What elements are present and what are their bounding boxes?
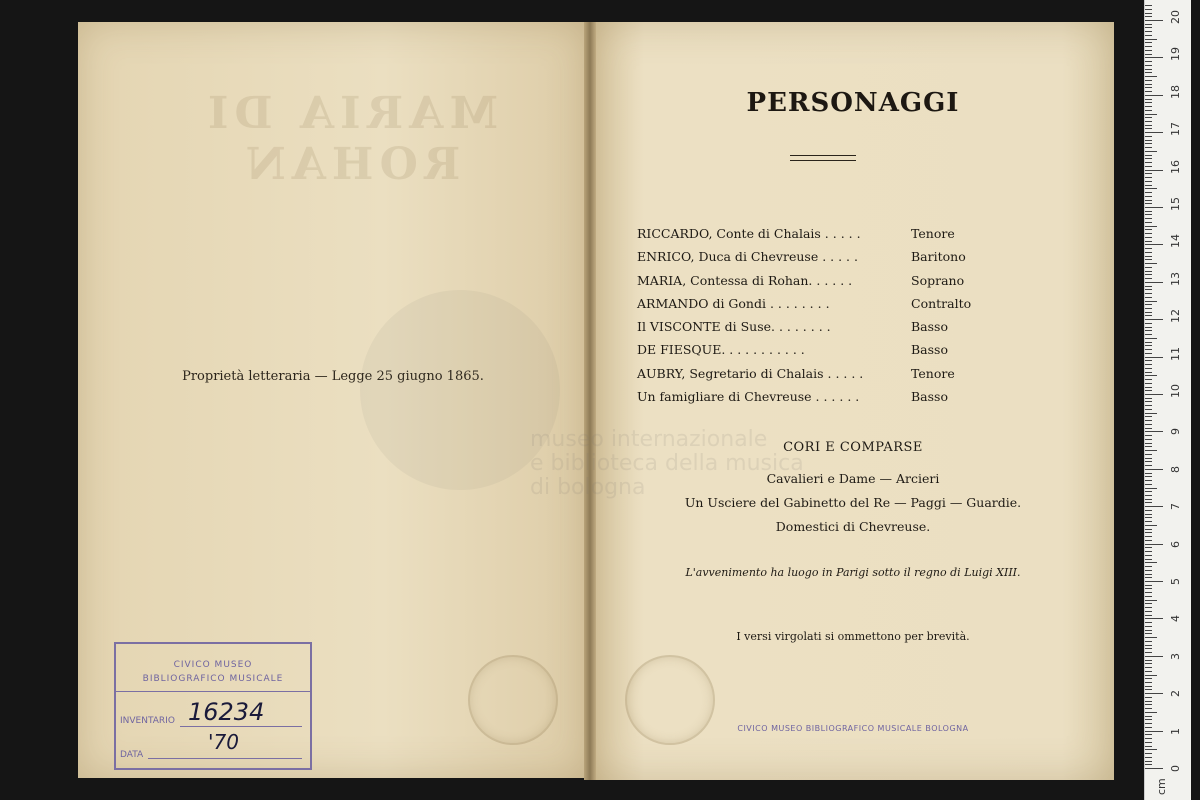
inventory-stamp	[114, 642, 312, 770]
ruler-tick	[1145, 424, 1152, 425]
ruler-tick	[1145, 226, 1157, 227]
ruler-tick	[1145, 435, 1152, 436]
ruler-tick	[1145, 701, 1152, 702]
ruler-tick	[1145, 46, 1152, 47]
ruler-tick	[1145, 181, 1152, 182]
ruler-tick	[1145, 297, 1152, 298]
ruler-tick	[1145, 162, 1152, 163]
ruler-tick	[1145, 409, 1152, 410]
ruler-tick	[1145, 42, 1152, 43]
cast-name: AUBRY, Segretario di Chalais . . . . .	[637, 365, 864, 381]
ruler-tick	[1145, 443, 1152, 444]
ruler-tick	[1145, 405, 1152, 406]
ruler-tick	[1145, 308, 1152, 309]
ruler-tick	[1145, 222, 1152, 223]
ruler-tick	[1145, 357, 1163, 358]
ruler-tick	[1145, 364, 1152, 365]
ruler-tick	[1145, 660, 1152, 661]
cast-row	[637, 342, 997, 365]
ruler-tick	[1145, 117, 1152, 118]
cast-name: ENRICO, Duca di Chevreuse . . . . .	[637, 249, 858, 265]
ruler-tick	[1145, 35, 1152, 36]
ruler-tick	[1145, 334, 1152, 335]
ruler-tick	[1145, 461, 1152, 462]
ruler-tick	[1145, 72, 1152, 73]
ruler-tick	[1145, 675, 1157, 676]
ruler-tick	[1145, 615, 1152, 616]
ruler-tick	[1145, 121, 1152, 122]
cast-row	[637, 319, 997, 342]
ruler-tick	[1145, 428, 1152, 429]
ruler-tick	[1145, 5, 1152, 6]
cast-voice: Baritono	[911, 249, 966, 265]
cast-voice: Soprano	[911, 272, 965, 288]
ruler-tick	[1145, 20, 1163, 21]
ruler-tick	[1145, 495, 1152, 496]
ruler-tick	[1145, 282, 1163, 283]
ruler-tick	[1145, 13, 1152, 14]
ruler-tick	[1145, 693, 1163, 694]
ruler-tick	[1145, 50, 1152, 51]
ruler-tick	[1145, 289, 1152, 290]
ruler-tick	[1145, 114, 1157, 115]
ruler-tick	[1145, 372, 1152, 373]
ruler-tick	[1145, 517, 1152, 518]
ruler-tick	[1145, 319, 1163, 320]
ruler-tick	[1145, 551, 1152, 552]
book-gutter	[584, 22, 596, 780]
ruler-tick	[1145, 697, 1152, 698]
ruler-number: 12	[1169, 309, 1182, 324]
ruler-tick	[1145, 630, 1152, 631]
ruler-tick	[1145, 106, 1152, 107]
ruler-tick	[1145, 761, 1152, 762]
ruler-tick	[1145, 689, 1152, 690]
ruler-tick	[1145, 473, 1152, 474]
ruler-tick	[1145, 54, 1152, 55]
ruler-tick	[1145, 166, 1152, 167]
ruler-tick	[1145, 570, 1152, 571]
ruler-tick	[1145, 712, 1157, 713]
ruler-tick	[1145, 682, 1152, 683]
ruler-tick	[1145, 327, 1152, 328]
ruler-tick	[1145, 95, 1163, 96]
watermark-line-1: museo internazionale	[530, 427, 768, 452]
cast-row	[637, 273, 997, 296]
stamp-line-2: BIBLIOGRAFICO MUSICALE	[142, 674, 284, 684]
ruler-number: 11	[1169, 346, 1182, 361]
cori-line: Domestici di Chevreuse.	[775, 519, 931, 534]
cori-line: Un Usciere del Gabinetto del Re — Paggi — Guardie.	[684, 495, 1022, 510]
ruler-tick	[1145, 588, 1152, 589]
ruler-tick	[1145, 24, 1152, 25]
ruler-tick	[1145, 330, 1152, 331]
ruler-tick	[1145, 431, 1163, 432]
ruler-tick	[1145, 536, 1152, 537]
ruler-tick	[1145, 170, 1163, 171]
cast-row	[637, 296, 997, 319]
cast-row	[637, 249, 997, 272]
ruler-tick	[1145, 233, 1152, 234]
ruler-tick	[1145, 80, 1152, 81]
ruler-tick	[1145, 57, 1163, 58]
ruler-tick	[1145, 252, 1152, 253]
ruler-tick	[1145, 480, 1152, 481]
ruler-tick	[1145, 420, 1152, 421]
ruler-tick	[1145, 585, 1152, 586]
ruler-tick	[1145, 618, 1163, 619]
ruler-tick	[1145, 16, 1152, 17]
cast-name: MARIA, Contessa di Rohan. . . . . .	[637, 272, 853, 288]
museum-stamp: CIVICO MUSEO BIBLIOGRAFICO MUSICALE BOLOGNA	[737, 724, 969, 733]
watermark-line-2: e biblioteca della musica	[530, 451, 804, 476]
stamp-data-label: DATA	[120, 750, 144, 760]
ruler-tick	[1145, 237, 1152, 238]
ruler-tick	[1145, 678, 1152, 679]
ruler-unit: cm	[1155, 778, 1168, 795]
ruler-tick	[1145, 143, 1152, 144]
ruler-tick	[1145, 390, 1152, 391]
cast-voice: Basso	[911, 389, 948, 405]
cast-row	[637, 389, 997, 412]
ruler-tick	[1145, 476, 1152, 477]
ruler-tick	[1145, 637, 1157, 638]
ruler-tick	[1145, 229, 1152, 230]
ruler-number: 14	[1169, 234, 1182, 249]
ruler-tick	[1145, 596, 1152, 597]
ruler-tick	[1145, 555, 1152, 556]
ruler-tick	[1145, 211, 1152, 212]
ruler-tick	[1145, 704, 1152, 705]
ruler-tick	[1145, 416, 1152, 417]
ruler-tick	[1145, 349, 1152, 350]
ruler-tick	[1145, 214, 1152, 215]
ruler-tick	[1145, 525, 1157, 526]
ruler-number: 20	[1169, 10, 1182, 24]
ruler-tick	[1145, 626, 1152, 627]
ruler-tick	[1145, 581, 1163, 582]
ruler-tick	[1145, 734, 1152, 735]
measuring-ruler	[1144, 0, 1191, 800]
embossed-seal	[468, 655, 558, 745]
ruler-tick	[1145, 559, 1152, 560]
ruler-tick	[1145, 394, 1163, 395]
ruler-tick	[1145, 203, 1152, 204]
ruler-tick	[1145, 192, 1152, 193]
ruler-tick	[1145, 323, 1152, 324]
ruler-tick	[1145, 99, 1152, 100]
ruler-tick	[1145, 61, 1152, 62]
ruler-tick	[1145, 177, 1152, 178]
stamp-data-rule	[148, 758, 302, 759]
ruler-tick	[1145, 757, 1152, 758]
cast-name: Un famigliare di Chevreuse . . . . . .	[637, 389, 860, 405]
ruler-tick	[1145, 278, 1152, 279]
ruler-number: 5	[1169, 578, 1182, 585]
ruler-tick	[1145, 65, 1152, 66]
ruler-tick	[1145, 753, 1152, 754]
ruler-tick	[1145, 110, 1152, 111]
cast-row	[637, 366, 997, 389]
ruler-tick	[1145, 91, 1152, 92]
ruler-tick	[1145, 274, 1152, 275]
ruler-tick	[1145, 577, 1152, 578]
stamp-line-1: CIVICO MUSEO	[173, 660, 253, 670]
ruler-tick	[1145, 360, 1152, 361]
ruler-tick	[1145, 69, 1152, 70]
ruler-tick	[1145, 667, 1152, 668]
ruler-tick	[1145, 413, 1157, 414]
ruler-tick	[1145, 600, 1157, 601]
ruler-tick	[1145, 469, 1163, 470]
ruler-tick	[1145, 200, 1152, 201]
page-title: PERSONAGGI	[746, 88, 960, 118]
ruler-tick	[1145, 458, 1152, 459]
ruler-number: 2	[1169, 690, 1182, 698]
ruler-tick	[1145, 521, 1152, 522]
ruler-tick	[1145, 39, 1157, 40]
ruler-tick	[1145, 256, 1152, 257]
ruler-number: 8	[1169, 465, 1182, 473]
cast-name: ARMANDO di Gondi . . . . . . . .	[637, 295, 830, 311]
ruler-tick	[1145, 173, 1152, 174]
ruler-tick	[1145, 499, 1152, 500]
ruler-tick	[1145, 375, 1157, 376]
ruler-tick	[1145, 185, 1152, 186]
ruler-tick	[1145, 574, 1152, 575]
ruler-tick	[1145, 27, 1152, 28]
ruler-tick	[1145, 484, 1152, 485]
cast-list	[637, 226, 997, 412]
ruler-tick	[1145, 529, 1152, 530]
ruler-tick	[1145, 315, 1152, 316]
ruler-tick	[1145, 742, 1152, 743]
ruler-tick	[1145, 648, 1152, 649]
ruler-tick	[1145, 656, 1163, 657]
handwritten-inventory-number: 16234	[188, 698, 265, 726]
ruler-tick	[1145, 218, 1152, 219]
ruler-tick	[1145, 738, 1152, 739]
ruler-tick	[1145, 686, 1152, 687]
ruler-tick	[1145, 263, 1157, 264]
ruler-tick	[1145, 368, 1152, 369]
ruler-tick	[1145, 398, 1152, 399]
ruler-tick	[1145, 147, 1152, 148]
ruler-tick	[1145, 622, 1152, 623]
ruler-tick	[1145, 603, 1152, 604]
ruler-tick	[1145, 188, 1157, 189]
ruler-number: 13	[1169, 271, 1182, 286]
cast-name: Il VISCONTE di Suse. . . . . . . .	[637, 319, 831, 335]
ruler-tick	[1145, 731, 1163, 732]
ruler-tick	[1145, 465, 1152, 466]
ruler-number: 3	[1169, 652, 1182, 660]
ruler-tick	[1145, 641, 1152, 642]
ruler-number: 18	[1169, 84, 1182, 99]
ruler-number: 15	[1169, 197, 1182, 211]
ruler-number: 19	[1169, 47, 1182, 62]
ruler-tick	[1145, 439, 1152, 440]
ruler-tick	[1145, 510, 1152, 511]
ruler-tick	[1145, 491, 1152, 492]
cori-heading: CORI E COMPARSE	[783, 440, 923, 455]
ruler-tick	[1145, 293, 1152, 294]
ruler-number: 0	[1169, 765, 1182, 772]
title-double-rule	[790, 155, 856, 161]
ruler-tick	[1145, 592, 1152, 593]
ruler-tick	[1145, 304, 1152, 305]
ruler-tick	[1145, 727, 1152, 728]
ruler-tick	[1145, 607, 1152, 608]
ruler-tick	[1145, 663, 1152, 664]
bleed-through-title: MARIA DI ROHAN	[201, 88, 499, 190]
ruler-tick	[1145, 708, 1152, 709]
ruler-tick	[1145, 132, 1163, 133]
ruler-tick	[1145, 749, 1157, 750]
ruler-tick	[1145, 9, 1152, 10]
ruler-tick	[1145, 158, 1152, 159]
ruler-tick	[1145, 544, 1163, 545]
ruler-tick	[1145, 345, 1152, 346]
ruler-tick	[1145, 286, 1152, 287]
ruler-tick	[1145, 84, 1152, 85]
ruler-tick	[1145, 267, 1152, 268]
ruler-tick	[1145, 768, 1163, 769]
ruler-tick	[1145, 488, 1157, 489]
ruler-tick	[1145, 446, 1152, 447]
ruler-tick	[1145, 633, 1152, 634]
ruler-number: 4	[1169, 615, 1182, 623]
ruler-tick	[1145, 31, 1152, 32]
ruler-tick	[1145, 566, 1152, 567]
ruler-tick	[1145, 207, 1163, 208]
ruler-tick	[1145, 244, 1163, 245]
ruler-tick	[1145, 140, 1152, 141]
ruler-tick	[1145, 652, 1152, 653]
ruler-tick	[1145, 719, 1152, 720]
ruler-tick	[1145, 764, 1152, 765]
ruler-tick	[1145, 102, 1152, 103]
ruler-tick	[1145, 128, 1152, 129]
ruler-tick	[1145, 383, 1152, 384]
ruler-number: 16	[1169, 159, 1182, 174]
cast-voice: Contralto	[911, 295, 972, 311]
ruler-tick	[1145, 611, 1152, 612]
handwritten-date: '70	[208, 730, 239, 754]
ruler-tick	[1145, 645, 1152, 646]
ruler-tick	[1145, 562, 1157, 563]
ruler-tick	[1145, 502, 1152, 503]
cast-voice: Tenore	[911, 365, 955, 381]
versi-note: I versi virgolati si ommettono per brevità.	[736, 630, 970, 643]
ruler-tick	[1145, 259, 1152, 260]
ruler-tick	[1145, 671, 1152, 672]
ruler-tick	[1145, 379, 1152, 380]
cast-voice: Basso	[911, 342, 948, 358]
watermark-text	[530, 428, 804, 500]
ruler-tick	[1145, 125, 1152, 126]
ruler-tick	[1145, 401, 1152, 402]
ruler-tick	[1145, 353, 1152, 354]
setting-note: L'avvenimento ha luogo in Parigi sotto il regno di Luigi XIII.	[685, 566, 1021, 579]
ruler-tick	[1145, 746, 1152, 747]
ruler-tick	[1145, 87, 1152, 88]
ruler-number: 10	[1169, 384, 1182, 398]
copyright-notice: Proprietà letteraria — Legge 25 giugno 1865.	[182, 369, 484, 384]
ruler-tick	[1145, 312, 1152, 313]
stamp-divider	[116, 691, 310, 692]
ruler-tick	[1145, 723, 1152, 724]
ruler-tick	[1145, 506, 1163, 507]
ruler-tick	[1145, 387, 1152, 388]
ruler-tick	[1145, 547, 1152, 548]
ruler-tick	[1145, 155, 1152, 156]
ruler-number: 1	[1169, 727, 1182, 735]
stamp-inventario-label: INVENTARIO	[120, 716, 175, 726]
ruler-tick	[1145, 514, 1152, 515]
ruler-tick	[1145, 248, 1152, 249]
cast-voice: Basso	[911, 319, 948, 335]
ruler-tick	[1145, 532, 1152, 533]
cast-row	[637, 226, 997, 249]
ruler-tick	[1145, 76, 1157, 77]
ruler-tick	[1145, 196, 1152, 197]
ruler-tick	[1145, 338, 1157, 339]
ruler-tick	[1145, 716, 1152, 717]
ruler-tick	[1145, 454, 1152, 455]
ruler-number: 17	[1169, 122, 1182, 137]
ruler-tick	[1145, 540, 1152, 541]
stamp-inventario-rule	[180, 726, 302, 727]
cast-name: DE FIESQUE. . . . . . . . . . .	[637, 342, 805, 358]
ruler-number: 7	[1169, 503, 1182, 511]
ruler-tick	[1145, 450, 1157, 451]
ruler-number: 9	[1169, 428, 1182, 436]
ruler-tick	[1145, 136, 1152, 137]
cast-name: RICCARDO, Conte di Chalais . . . . .	[637, 226, 861, 241]
ruler-tick	[1145, 301, 1157, 302]
cast-voice: Tenore	[911, 226, 955, 241]
cori-line: Cavalieri e Dame — Arcieri	[766, 471, 940, 486]
watermark-line-3: di bologna	[530, 475, 646, 500]
ruler-tick	[1145, 271, 1152, 272]
ruler-tick	[1145, 151, 1157, 152]
ruler-tick	[1145, 342, 1152, 343]
ruler-number: 6	[1169, 540, 1182, 548]
ruler-tick	[1145, 241, 1152, 242]
